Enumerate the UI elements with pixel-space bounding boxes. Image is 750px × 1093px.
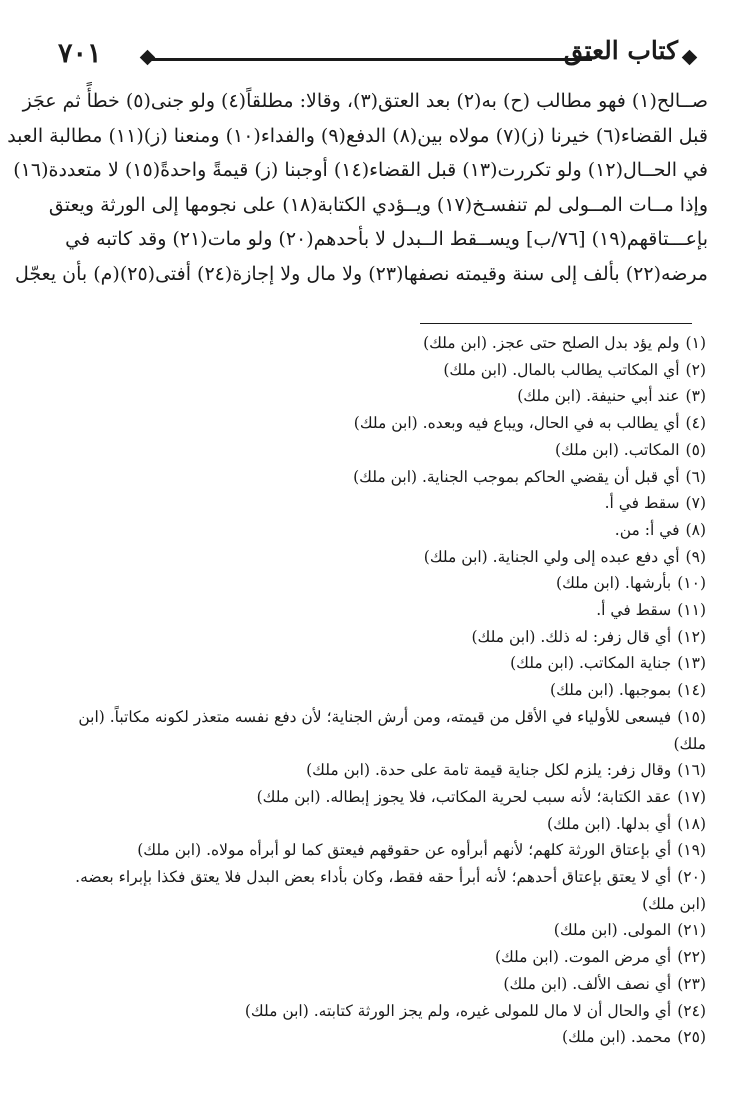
footnote-text: جناية المكاتب. (ابن ملك) — [510, 654, 672, 673]
footnote-text: المكاتب. (ابن ملك) — [554, 440, 680, 459]
footnote — [56, 490, 706, 517]
footnote-number: (١٨) — [677, 814, 706, 833]
text-line: مرضه(٢٢) بألف إلى سنة وقيمته نصفها(٢٣) ولا مال ولا إجازة(٢٤) أفتى(٢٥)(م) بأن يعجّل — [15, 262, 708, 285]
footnote — [56, 624, 706, 651]
footnote — [56, 570, 706, 597]
footnote — [56, 757, 706, 784]
footnote-separator — [420, 323, 692, 324]
footnote-number: (٥) — [685, 440, 706, 459]
running-header — [58, 36, 698, 80]
footnote — [56, 811, 706, 838]
footnote — [56, 383, 706, 410]
text-line: في الحــال(١٢) ولو تكررت(١٣) قبل القضاء(١٤) أوجبنا (ز) قيمةً واحدةً(١٥) لا متعددة(١٦) — [13, 159, 708, 181]
footnote — [56, 464, 706, 491]
text-line: قبل القضاء(٦) خيرنا (ز)(٧) مولاه بين(٨) الدفع(٩) والفداء(١٠) ومنعنا (ز)(١١) مطالبة العبد — [7, 124, 708, 147]
footnote-text: أي مرض الموت. (ابن ملك) — [494, 948, 672, 967]
footnote-number: (١٤) — [677, 681, 706, 700]
footnote-text: أي والحال أن لا مال للمولى غيره، ولم يجز الورثة كتابته. (ابن ملك) — [244, 1001, 672, 1020]
footnote — [56, 971, 706, 998]
footnote — [56, 597, 706, 624]
footnote-number: (٣) — [685, 387, 706, 406]
footnote-number: (١٥) — [677, 707, 706, 726]
footnote-number: (٢٢) — [677, 948, 706, 967]
footnote-text: عند أبي حنيفة. (ابن ملك) — [517, 387, 680, 406]
footnote-number: (٧) — [685, 494, 706, 513]
text-line: وإذا مــات المــولى لم تنفسـخ(١٧) ويــؤدي الكتابة(١٨) على نجومها إلى الورثة ويعتق — [48, 193, 708, 216]
page-number: ٧٠١ — [58, 38, 102, 69]
footnote-text: وقال زفر: يلزم لكل جناية قيمة تامة على حدة. (ابن ملك) — [306, 761, 672, 780]
footnote — [56, 437, 706, 464]
footnote-text: سقط في أ. — [596, 601, 672, 620]
main-text — [7, 84, 708, 291]
diamond-ornament-icon — [682, 50, 698, 66]
footnote-text: أي لا يعتق بإعتاق أحدهم؛ لأنه أبرأ حقه فقط، وكان بأداء بعض البدل فلا يعتق فكذا بإبراء بعضه. (ابن ملك) — [75, 868, 706, 913]
footnote-number: (١٣) — [677, 654, 706, 673]
chapter-title: كتاب العتق — [563, 36, 678, 65]
footnote-text: أي قال زفر: له ذلك. (ابن ملك) — [471, 627, 672, 646]
footnote-number: (١٦) — [677, 761, 706, 780]
footnote-number: (٦) — [685, 467, 706, 486]
footnote-text: أي قبل أن يقضي الحاكم بموجب الجناية. (ابن ملك) — [353, 467, 680, 486]
footnote-text: أي المكاتب يطالب بالمال. (ابن ملك) — [443, 360, 680, 379]
footnote-text: محمد. (ابن ملك) — [562, 1028, 672, 1047]
footnote-text: ولم يؤد بدل الصلح حتى عجز. (ابن ملك) — [423, 334, 680, 352]
footnote — [56, 357, 706, 384]
text-line: صــالح(١) فهو مطالب (ح) به(٢) بعد العتق(٣)، وقالا: مطلقاً(٤) ولو جنى(٥) خطأً ثم عجَز — [22, 90, 708, 112]
footnote-number: (١٧) — [677, 787, 706, 806]
footnote-text: المولى. (ابن ملك) — [553, 921, 672, 940]
footnote-number: (٨) — [685, 520, 706, 539]
footnote — [56, 544, 706, 571]
footnote — [56, 650, 706, 677]
footnote — [56, 410, 706, 437]
footnote — [56, 677, 706, 704]
footnote-number: (١٢) — [677, 627, 706, 646]
footnote-number: (١٠) — [677, 574, 706, 593]
footnote-number: (١١) — [677, 601, 706, 620]
text-line: بإعـــتاقهم(١٩) [٧٦/ب] ويســقط الــبدل لا بأحدهم(٢٠) ولو مات(٢١) وقد كاتبه في — [65, 228, 708, 250]
footnote — [56, 864, 706, 917]
footnote-number: (٢٠) — [677, 868, 706, 887]
footnote-text: أي نصف الألف. (ابن ملك) — [503, 974, 672, 993]
footnote-text: أي دفع عبده إلى ولي الجناية. (ابن ملك) — [423, 547, 680, 566]
footnote-number: (٢٣) — [677, 974, 706, 993]
header-rule — [150, 58, 592, 61]
footnote — [56, 330, 706, 357]
footnote-number: (١) — [685, 334, 706, 352]
footnote-text: سقط في أ. — [604, 494, 680, 513]
footnote-text: عقد الكتابة؛ لأنه سبب لحرية المكاتب، فلا يجوز إبطاله. (ابن ملك) — [256, 787, 672, 806]
footnote-number: (٤) — [685, 414, 706, 433]
footnote-number: (٢) — [685, 360, 706, 379]
footnote-number: (٩) — [685, 547, 706, 566]
footnote — [56, 704, 706, 757]
footnote — [56, 784, 706, 811]
footnote-number: (٢١) — [677, 921, 706, 940]
footnote — [56, 517, 706, 544]
footnote-number: (٢٤) — [677, 1001, 706, 1020]
footnote — [56, 998, 706, 1025]
footnote-text: في أ: من. — [614, 520, 680, 539]
footnote-text: أي بدلها. (ابن ملك) — [547, 814, 672, 833]
footnote-text: أي يطالب به في الحال، ويباع فيه وبعده. (ابن ملك) — [353, 414, 680, 433]
footnote — [56, 917, 706, 944]
footnote-text: فيسعى للأولياء في الأقل من قيمته، ومن أرش الجناية؛ لأن دفع نفسه متعذر لكونه مكاتباً. (ابن ملك) — [78, 707, 706, 753]
footnote-number: (٢٥) — [677, 1028, 706, 1047]
footnote — [56, 837, 706, 864]
footnotes — [56, 330, 706, 1051]
footnote-text: أي بإعتاق الورثة كلهم؛ لأنهم أبرأوه عن حقوقهم فيعتق كما لو أبرأه مولاه. (ابن ملك) — [137, 841, 672, 860]
footnote-text: بأرشها. (ابن ملك) — [556, 574, 672, 593]
footnote-number: (١٩) — [677, 841, 706, 860]
footnote — [56, 944, 706, 971]
footnote — [56, 1024, 706, 1051]
footnote-text: بموجبها. (ابن ملك) — [550, 681, 672, 700]
